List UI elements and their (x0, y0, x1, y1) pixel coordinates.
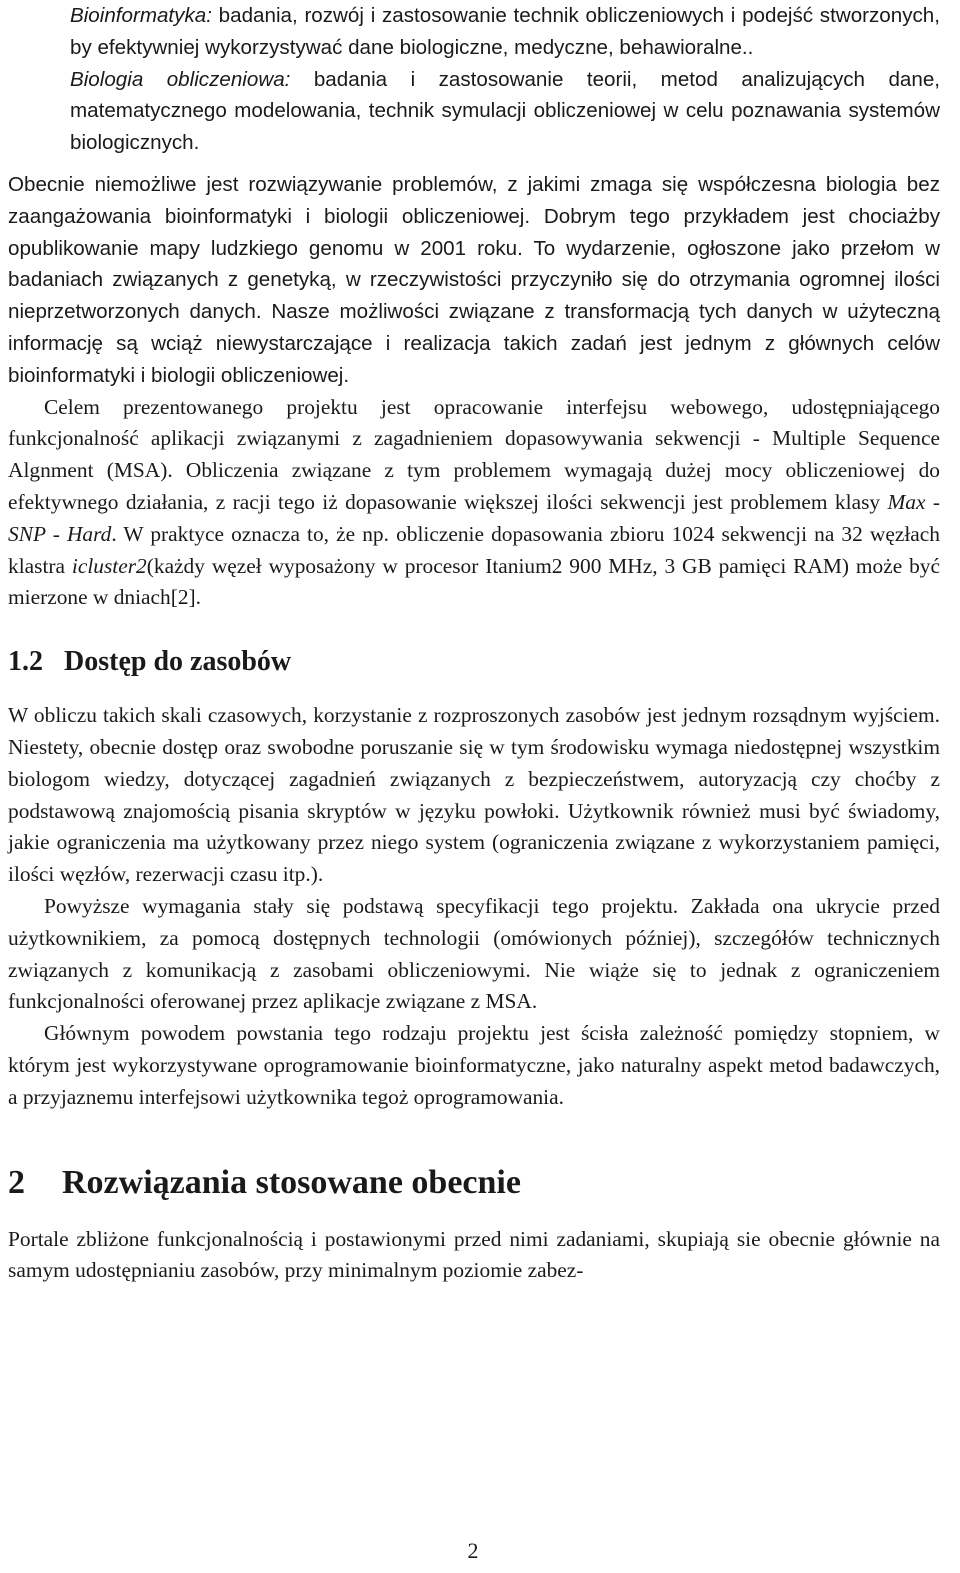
definition-term: Biologia obliczeniowa: (70, 67, 291, 91)
goal-text-3: (każdy węzeł wyposażony w procesor Itanium2 900 MHz, 3 GB pamięci RAM) może być mierzone w dniach[2]. (8, 553, 940, 610)
section-title: Rozwiązania stosowane obecnie (62, 1163, 521, 1201)
cluster-name: icluster2 (71, 553, 147, 578)
definition-bioinformatics (70, 0, 940, 64)
subsection-title: Dostęp do zasobów (64, 646, 292, 678)
subsection-number: 1.2 (8, 646, 43, 678)
access-paragraph-1: W obliczu takich skali czasowych, korzystanie z rozproszonych zasobów jest jednym rozsądnym wyjściem. Niestety, obecnie dostęp oraz swobodne poruszanie się w tym środowisku wymaga niedostępnej wszystkim biologom wiedzy, dotyczącej zagadnień związanych z bezpieczeństwem, autoryzacją czy choćby z podstawową znajomością pisania skryptów w języku powłoki. Użytkownik również musi być świadomy, jakie ograniczenia ma użytkowany przez niego system (ograniczenia związane z wykorzystaniem pamięci, ilości węzłów, rezerwacji czasu itp.). (8, 703, 940, 887)
page-number: 2 (467, 1538, 479, 1563)
solutions-paragraph: Portale zbliżone funkcjonalnością i postawionymi przed nimi zadaniami, skupiają sie obecnie głównie na samym udostępnianiu zasobów, przy minimalnym poziomie zabez- (8, 1226, 940, 1283)
subsection-heading (8, 642, 940, 682)
definition-text: badania i zastosowanie teorii, metod analizujących dane, matematycznego modelowania, technik symulacji obliczeniowej w celu poznawania systemów biologicznych. (70, 67, 940, 155)
complexity-class: Max - SNP - Hard (8, 489, 941, 546)
goal-text-2: . W praktyce oznacza to, że np. obliczenie dopasowania zbioru 1024 sekwencji na 32 węzłach klastra (8, 521, 940, 578)
access-paragraph-2: Powyższe wymagania stały się podstawą specyfikacji tego projektu. Zakłada ona ukrycie przed użytkownikiem, za pomocą dostępnych technologii (omówionych później), szczegółów technicznych związanych z komunikacją z zasobami obliczeniowymi. Nie wiąże się to jednak z ograniczeniem funkcjonalności oferowanej przez aplikacje związane z MSA. (8, 893, 940, 1014)
definition-text: badania, rozwój i zastosowanie technik obliczeniowych i podejść stworzonych, by efektywniej wykorzystywać dane biologiczne, medyczne, behawioralne.. (70, 4, 940, 59)
goal-text-1: Celem prezentowanego projektu jest opracowanie interfejsu webowego, udostępniającego funkcjonalność aplikacji związanymi z zagadnieniem dopasowywania sekwencji - Multiple Sequence Algnment (MSA). Obliczenia związane z tym problemem wymagają dużej mocy obliczeniowej do efektywnego działania, z racji tego iż dopasowanie większej ilości sekwencji jest problemem klasy (8, 394, 940, 514)
goal-paragraph (8, 392, 940, 615)
document-page (8, 0, 940, 1287)
definition-term: Bioinformatyka: (70, 4, 212, 27)
section-number: 2 (8, 1163, 25, 1201)
intro-paragraph: Obecnie niemożliwe jest rozwiązywanie problemów, z jakimi zmaga się współczesna biologia bez zaangażowania bioinformatyki i biologii obliczeniowej. Dobrym tego przykładem jest chociażby opublikowanie mapy ludzkiego genomu w 2001 roku. To wydarzenie, ogłoszone jako przełom w badaniach związanych z genetyką, w rzeczywistości przyczyniło się do otrzymania ogromnej ilości nieprzetworzonych danych. Nasze możliwości związane z transformacją tych danych w użyteczną informację są wciąż niewystarczające i realizacja takich zadań jest jednym z głównych celów bioinformatyki i biologii obliczeniowej. (8, 172, 940, 387)
access-paragraph-3: Głównym powodem powstania tego rodzaju projektu jest ścisła zależność pomiędzy stopniem, w którym jest wykorzystywane oprogramowanie bioinformatyczne, jako naturalny aspekt metod badawczych, a przyjaznemu interfejsowi użytkownika tegoż oprogramowania. (8, 1021, 940, 1109)
section-heading (8, 1160, 940, 1206)
definition-computational-biology (70, 64, 940, 159)
